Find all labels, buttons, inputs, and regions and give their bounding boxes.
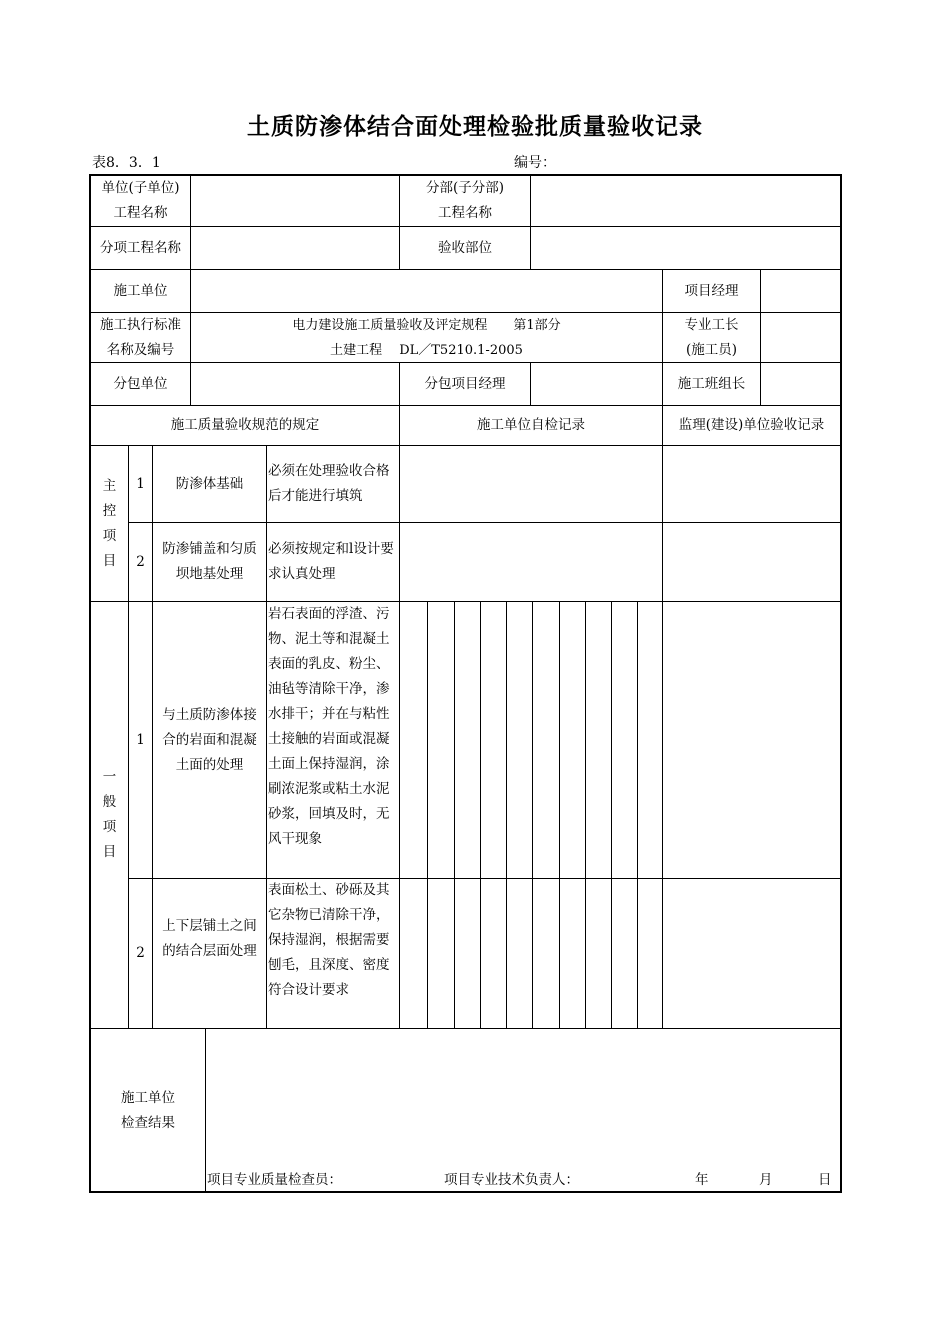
rule-v bbox=[454, 601, 455, 1028]
page-title: 土质防渗体结合面处理检验批质量验收记录 bbox=[247, 114, 703, 140]
construction-unit-label: 施工单位 bbox=[113, 282, 168, 299]
rule-v bbox=[399, 405, 400, 1028]
rule-v bbox=[480, 601, 481, 1028]
rule-v bbox=[530, 174, 531, 269]
table-number: 表8．3．1 bbox=[92, 155, 161, 171]
rule-v bbox=[637, 601, 638, 1028]
result-label: 施工单位 检查结果 bbox=[121, 1090, 175, 1131]
general-item-requirement: 表面松土、砂砾及其它杂物已清除干净，保持湿润，根据需要刨毛，且深度、密度符合设计要求 bbox=[268, 882, 390, 998]
rule-v bbox=[506, 601, 507, 1028]
self-check-column-header: 施工单位自检记录 bbox=[477, 417, 585, 433]
sub-pm-label: 分包项目经理 bbox=[424, 375, 506, 392]
tech-lead-label: 项目专业技术负责人： bbox=[444, 1172, 579, 1188]
unit-name-label: 单位(子单位) 工程名称 bbox=[101, 180, 180, 221]
general-item-number: 1 bbox=[136, 731, 145, 748]
rule-v bbox=[611, 601, 612, 1028]
subcontractor-label: 分包单位 bbox=[113, 375, 168, 392]
main-item-number: 2 bbox=[136, 553, 145, 570]
project-manager-label: 项目经理 bbox=[684, 282, 739, 299]
rule-v bbox=[190, 174, 191, 405]
rule-v bbox=[585, 601, 586, 1028]
general-items-label: 一 般 项 目 bbox=[102, 769, 117, 860]
general-item-number: 2 bbox=[136, 945, 145, 961]
main-item-name: 防渗铺盖和匀质坝地基处理 bbox=[162, 541, 257, 582]
team-leader-label: 施工班组长 bbox=[677, 375, 746, 392]
rule-v bbox=[427, 601, 428, 1028]
foreman-label: 专业工长 (施工员) bbox=[684, 316, 739, 358]
rule-v bbox=[559, 601, 560, 1028]
spec-column-header: 施工质量验收规范的规定 bbox=[170, 417, 320, 433]
year-label: 年 bbox=[695, 1172, 709, 1188]
subdivision-name-label: 分部(子分部) 工程名称 bbox=[425, 180, 505, 221]
main-item-requirement: 必须在处理验收合格后才能进行填筑 bbox=[268, 463, 390, 504]
general-item-name: 与土质防渗体接合的岩面和混凝土面的处理 bbox=[162, 706, 257, 773]
supervision-column-header: 监理(建设)单位验收记录 bbox=[678, 417, 825, 433]
main-item-requirement: 必须按规定和l设计要求认真处理 bbox=[268, 541, 394, 582]
general-item-name: 上下层铺土之间的结合层面处理 bbox=[162, 918, 257, 959]
general-item-requirement: 岩石表面的浮渣、污物、泥土等和混凝土表面的乳皮、粉尘、油毡等清除干净，渗水排干；并在与粘性土接触的岩面或混凝土面上保持湿润，涂刷浓泥浆或粘土水泥砂浆，回填及时，无风干现象 bbox=[268, 606, 390, 847]
standard-label: 施工执行标准 名称及编号 bbox=[100, 316, 181, 358]
month-label: 月 bbox=[759, 1172, 773, 1188]
day-label: 日 bbox=[818, 1172, 832, 1188]
rule-v bbox=[530, 362, 531, 405]
main-item-number: 1 bbox=[136, 475, 145, 492]
main-item-name: 防渗体基础 bbox=[175, 475, 244, 492]
item-name-label: 分项工程名称 bbox=[100, 239, 181, 256]
rule-v bbox=[532, 601, 533, 1028]
standard-value: 电力建设施工质量验收及评定规程 第1部分 土建工程 DL／T5210.1-2005 bbox=[292, 317, 561, 358]
acceptance-part-label: 验收部位 bbox=[438, 239, 492, 256]
quality-inspector-label: 项目专业质量检查员： bbox=[207, 1172, 342, 1188]
rule-v bbox=[760, 269, 761, 405]
main-control-label: 主 控 项 目 bbox=[102, 477, 117, 569]
code-label: 编号： bbox=[514, 155, 556, 171]
